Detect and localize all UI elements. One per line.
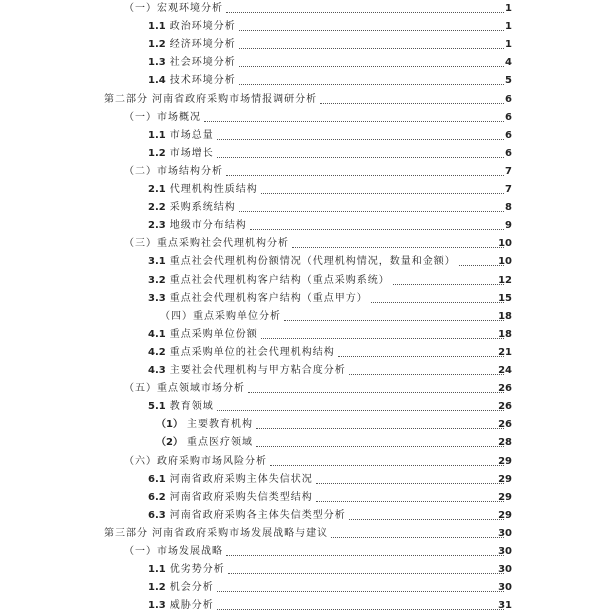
toc-entry-title: [148, 55, 236, 71]
dot-leader: [228, 573, 504, 574]
toc-entry[interactable]: [0, 236, 600, 252]
toc-page-number: 10: [498, 238, 512, 250]
toc-entry[interactable]: [0, 291, 600, 307]
toc-entry-label: （五）重点领域市场分析: [124, 383, 245, 395]
toc-entry-number: 1.1: [148, 129, 166, 141]
toc-entry-label: （一）宏观环境分析: [124, 3, 223, 14]
toc-entry-label: 地级市分布结构: [169, 220, 247, 232]
toc-page-number: 24: [498, 365, 512, 376]
toc-entry-label: 重点采购单位的社会代理机构结构: [169, 346, 335, 358]
toc-entry-label: 市场总量: [169, 129, 214, 141]
toc-entry[interactable]: [0, 399, 600, 415]
toc-entry-label: 主要教育机构: [186, 419, 253, 431]
toc-entry-title: [124, 1, 223, 17]
toc-entry-number: 1.4: [148, 75, 166, 87]
dot-leader: [316, 483, 504, 484]
toc-entry-label: 重点社会代理机构客户结构（重点甲方）: [169, 292, 368, 304]
toc-page-number: 21: [498, 346, 512, 358]
toc-entry-title: [124, 164, 223, 180]
dot-leader: [331, 537, 504, 538]
dot-leader: [239, 211, 504, 212]
toc-entry-title: [148, 490, 313, 506]
dot-leader: [217, 139, 504, 140]
dot-leader: [261, 338, 504, 339]
toc-entry-number: （1）: [156, 419, 183, 431]
toc-entry[interactable]: [0, 309, 600, 325]
toc-entry-number: 2.2: [148, 202, 166, 214]
toc-entry-number: 6.3: [148, 509, 166, 521]
toc-entry-label: 经济环境分析: [169, 39, 236, 51]
toc-page-number: 18: [498, 328, 512, 340]
toc-page-number: 26: [498, 401, 512, 413]
toc-entry[interactable]: [0, 454, 600, 470]
dot-leader: [256, 428, 504, 429]
dot-leader: [217, 591, 504, 592]
toc-entry[interactable]: [0, 273, 600, 289]
toc-entry-number: 1.2: [148, 147, 166, 159]
toc-page-number: 7: [505, 184, 512, 195]
toc-page-number: 28: [498, 437, 512, 449]
dot-leader: [226, 12, 504, 13]
toc-page-number: 6: [505, 111, 512, 123]
toc-entry-label: （一）市场发展战略: [124, 546, 223, 557]
dot-leader: [248, 392, 504, 393]
dot-leader: [261, 193, 504, 194]
toc-entry-number: 5.1: [148, 401, 166, 413]
toc-entry-title: [148, 327, 258, 343]
dot-leader: [270, 465, 504, 466]
toc-entry[interactable]: [0, 327, 600, 343]
dot-leader: [239, 84, 504, 85]
toc-entry-title: [148, 19, 236, 35]
toc-entry-title: [148, 218, 247, 234]
toc-entry-label: 机会分析: [169, 582, 214, 594]
toc-page-number: 6: [505, 129, 512, 141]
toc-entry-number: 3.3: [148, 292, 166, 304]
toc-entry-label: 河南省政府采购主体失信状况: [169, 473, 313, 485]
toc-entry-label: 优劣势分析: [169, 564, 225, 576]
toc-entry-label: 威胁分析: [169, 600, 214, 612]
toc-page-number: 29: [498, 455, 512, 467]
toc-entry-number: 4.1: [148, 328, 166, 340]
dot-leader: [284, 320, 504, 321]
toc-entry[interactable]: [0, 580, 600, 596]
toc-entry-label: 重点医疗领域: [186, 437, 253, 449]
dot-leader: [239, 48, 504, 49]
dot-leader: [239, 30, 504, 31]
toc-page-number: 30: [498, 564, 512, 576]
toc-entry[interactable]: [0, 526, 600, 542]
toc-entry[interactable]: [0, 19, 600, 35]
toc-entry-label: 社会环境分析: [169, 57, 236, 69]
dot-leader: [320, 103, 504, 104]
toc-entry-title: [148, 254, 456, 270]
toc-entry-title: [148, 146, 214, 162]
dot-leader: [338, 356, 504, 357]
toc-entry[interactable]: [0, 363, 600, 379]
toc-page-number: 15: [498, 292, 512, 304]
toc-entry-label: 第二部分 河南省政府采购市场情报调研分析: [104, 93, 318, 105]
toc-page-number: 4: [505, 57, 512, 69]
toc-entry-title: [148, 508, 346, 524]
toc-page-number: 1: [505, 3, 512, 14]
toc-entry-title: [148, 37, 236, 53]
toc-entry[interactable]: [0, 164, 600, 180]
toc-entry[interactable]: [0, 128, 600, 144]
toc-page-number: 5: [505, 75, 512, 87]
toc-entry-title: [124, 381, 245, 397]
toc-entry-label: 第三部分 河南省政府采购市场发展战略与建议: [104, 527, 329, 539]
toc-page-number: 30: [498, 582, 512, 594]
toc-entry-title: [160, 309, 281, 325]
dot-leader: [292, 247, 504, 248]
toc-entry-label: （三）重点采购社会代理机构分析: [124, 238, 289, 250]
toc-entry-label: （四）重点采购单位分析: [160, 310, 281, 322]
toc-entry[interactable]: [0, 417, 600, 433]
toc-entry[interactable]: [0, 345, 600, 361]
dot-leader: [250, 229, 504, 230]
dot-leader: [349, 519, 504, 520]
toc-entry-label: 采购系统结构: [169, 202, 236, 214]
toc-page-number: 1: [505, 39, 512, 51]
dot-leader: [217, 410, 504, 411]
dot-leader: [226, 555, 504, 556]
toc-page-number: 6: [505, 93, 512, 105]
toc-entry-label: 重点采购单位份额: [169, 328, 258, 340]
dot-leader: [226, 175, 504, 176]
toc-entry-title: [148, 598, 214, 614]
dot-leader: [217, 157, 504, 158]
toc-entry-label: 代理机构性质结构: [169, 184, 258, 195]
dot-leader: [371, 302, 504, 303]
toc-entry[interactable]: [0, 490, 600, 506]
toc-entry-number: 4.3: [148, 365, 166, 376]
toc-page-number: 31: [498, 600, 512, 612]
toc-entry[interactable]: [0, 544, 600, 560]
toc-entry[interactable]: [0, 218, 600, 234]
toc-entry-label: 河南省政府采购失信类型结构: [169, 491, 313, 503]
toc-entry-number: （2）: [156, 437, 183, 449]
toc-page-number: 10: [498, 256, 512, 268]
toc-entry-number: 1.3: [148, 600, 166, 612]
dot-leader: [217, 609, 504, 610]
toc-entry-title: [104, 92, 317, 108]
toc-page-number: 26: [498, 419, 512, 431]
toc-entry[interactable]: [0, 598, 600, 614]
dot-leader: [204, 121, 504, 122]
toc-entry-number: 2.1: [148, 184, 166, 195]
toc-entry-label: 主要社会代理机构与甲方粘合度分析: [169, 365, 346, 376]
toc-entry[interactable]: [0, 1, 600, 17]
toc-entry-title: [148, 580, 214, 596]
toc-entry-title: [148, 363, 346, 379]
toc-entry[interactable]: [0, 381, 600, 397]
toc-entry-number: 1.2: [148, 582, 166, 594]
toc-entry-title: [148, 291, 368, 307]
toc-entry-title: [148, 345, 335, 361]
toc-entry[interactable]: [0, 200, 600, 216]
toc-page-number: 12: [498, 274, 512, 286]
toc-page-number: 26: [498, 383, 512, 395]
toc-entry-label: （一）市场概况: [124, 111, 201, 123]
toc-entry-number: 3.1: [148, 256, 166, 268]
toc-entry-number: 2.3: [148, 220, 166, 232]
toc-page-number: 30: [498, 527, 512, 539]
dot-leader: [256, 446, 504, 447]
toc-page-number: 7: [505, 165, 512, 177]
toc-entry-title: [124, 110, 201, 126]
toc-entry[interactable]: [0, 73, 600, 89]
toc-entry-number: 6.2: [148, 491, 166, 503]
toc-entry-number: 1.3: [148, 57, 166, 69]
toc-entry[interactable]: [0, 435, 600, 451]
toc-entry-number: 1.2: [148, 39, 166, 51]
toc-entry-label: 河南省政府采购各主体失信类型分析: [169, 509, 346, 521]
toc-entry[interactable]: [0, 254, 600, 270]
toc-entry-label: 重点社会代理机构份额情况（代理机构情况，数量和金额）: [169, 256, 456, 268]
toc-entry-title: [148, 472, 313, 488]
toc-page-number: 29: [498, 473, 512, 485]
toc-entry-title: [148, 200, 236, 216]
toc-entry-number: 1.1: [148, 21, 166, 33]
toc-entry-label: （二）市场结构分析: [124, 165, 223, 177]
toc-entry[interactable]: [0, 508, 600, 524]
toc-entry[interactable]: [0, 472, 600, 488]
toc-entry[interactable]: [0, 182, 600, 198]
toc-entry[interactable]: [0, 55, 600, 71]
toc-entry-title: [104, 526, 328, 542]
toc-entry-number: 6.1: [148, 473, 166, 485]
toc-entry-label: （六）政府采购市场风险分析: [124, 455, 267, 467]
toc-entry-label: 市场增长: [169, 147, 214, 159]
toc-page-number: 30: [498, 546, 512, 557]
toc-entry[interactable]: [0, 562, 600, 578]
dot-leader: [239, 66, 504, 67]
dot-leader: [316, 501, 504, 502]
toc-page-number: 18: [498, 310, 512, 322]
toc-entry-title: [148, 273, 390, 289]
toc-entry-label: 重点社会代理机构客户结构（重点采购系统）: [169, 274, 390, 286]
toc-entry-title: [124, 544, 223, 560]
toc-page-number: 1: [505, 21, 512, 33]
toc-entry-title: [148, 562, 225, 578]
toc-entry[interactable]: [0, 37, 600, 53]
toc-entry-title: [148, 182, 258, 198]
toc-page-number: 29: [498, 491, 512, 503]
toc-entry-number: 3.2: [148, 274, 166, 286]
toc-page-number: 6: [505, 147, 512, 159]
toc-entry-title: [124, 454, 267, 470]
toc-entry-number: 4.2: [148, 346, 166, 358]
toc-page-number: 29: [498, 509, 512, 521]
toc-entry-title: [148, 73, 236, 89]
toc-entry[interactable]: [0, 146, 600, 162]
dot-leader: [349, 374, 504, 375]
toc-entry-title: [148, 128, 214, 144]
toc-page-number: 9: [505, 220, 512, 232]
toc-entry-number: 1.1: [148, 564, 166, 576]
toc-entry-label: 技术环境分析: [169, 75, 236, 87]
toc-entry-title: [148, 399, 214, 415]
toc-entry-title: [124, 236, 289, 252]
toc-entry-label: 教育领域: [169, 401, 214, 413]
toc-entry[interactable]: [0, 92, 600, 108]
toc-entry-label: 政治环境分析: [169, 21, 236, 33]
toc-entry[interactable]: [0, 110, 600, 126]
toc-entry-title: [156, 435, 253, 451]
toc-entry-title: [156, 417, 253, 433]
toc-page-number: 8: [505, 202, 512, 214]
